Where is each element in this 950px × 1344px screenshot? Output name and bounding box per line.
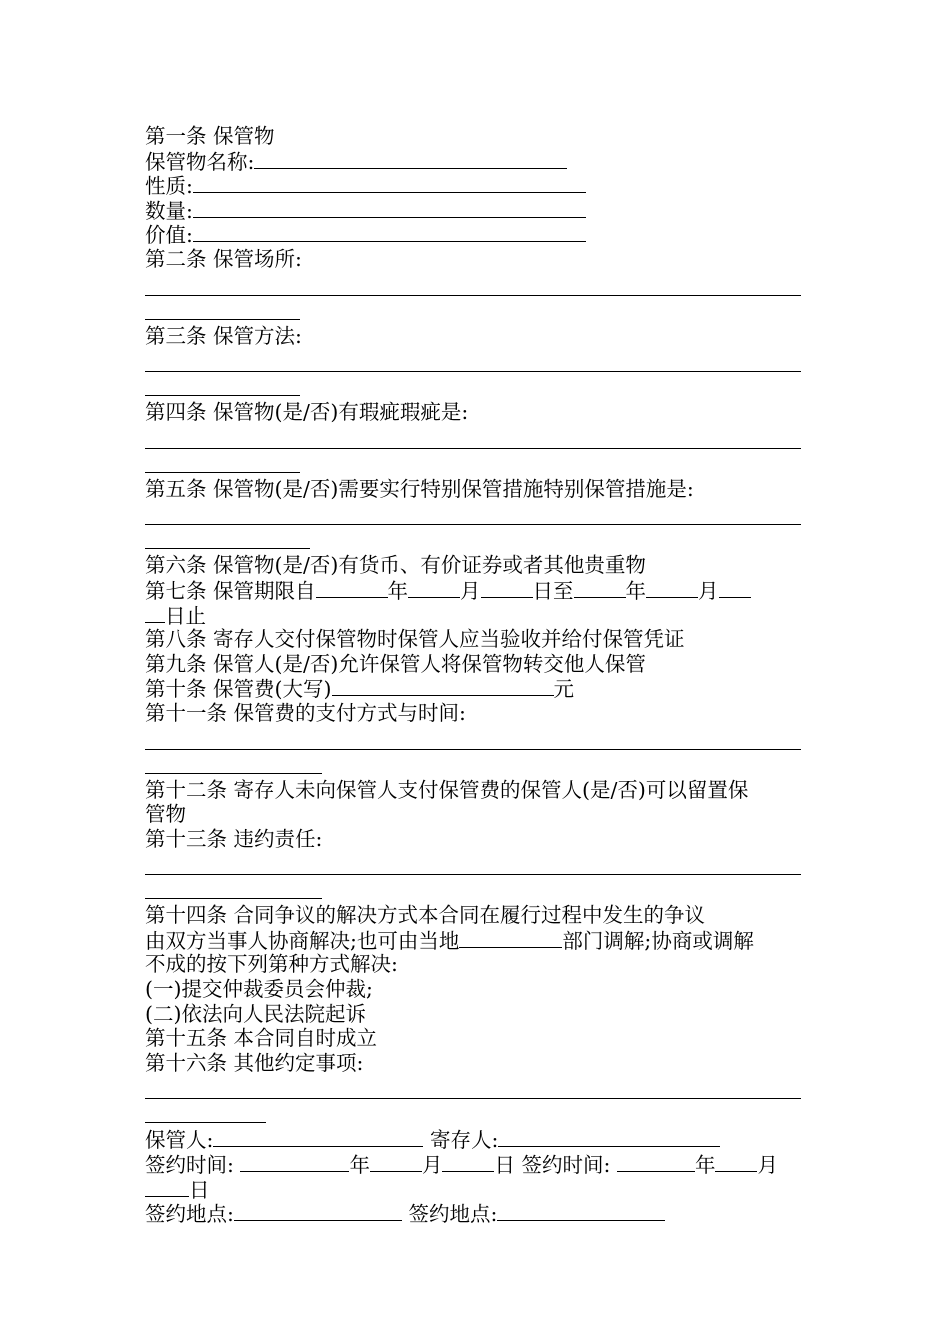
article-5: 第五条 保管物(是/否)需要实行特别保管措施特别保管措施是: [145, 476, 694, 501]
keeper-month-blank[interactable] [370, 1152, 422, 1172]
keeper-label: 保管人: [145, 1128, 214, 1153]
article-3: 第三条 保管方法: [145, 323, 302, 348]
item-quantity-label: 数量: [145, 198, 193, 223]
term-end-day-blank-cont[interactable] [145, 603, 165, 623]
item-name-label: 保管物名称: [145, 149, 255, 174]
depositor-day-label: 日 [189, 1177, 210, 1202]
keeper-day-label: 日 [494, 1153, 515, 1178]
depositor-year-label: 年 [694, 1153, 716, 1178]
signature-time-row-2 [145, 1177, 810, 1202]
depositor-place-label: 签约地点: [408, 1202, 498, 1227]
article-3-blank-tail[interactable] [145, 372, 300, 396]
term-month-label: 月 [460, 578, 481, 603]
article-6: 第六条 保管物(是/否)有货币、有价证券或者其他贵重物 [145, 553, 646, 578]
article-16: 第十六条 其他约定事项: [145, 1050, 364, 1075]
article-13-blank[interactable] [145, 851, 801, 875]
keeper-place-blank[interactable] [234, 1201, 402, 1221]
article-12-line1: 第十二条 寄存人未向保管人支付保管费的保管人(是/否)可以留置保 [145, 777, 749, 802]
article-11: 第十一条 保管费的支付方式与时间: [145, 700, 466, 725]
keeper-year-blank[interactable] [240, 1152, 349, 1172]
signature-parties-row [145, 1127, 810, 1152]
term-month2-label: 月 [698, 578, 719, 603]
keeper-place-label: 签约地点: [145, 1202, 234, 1227]
contract-document [145, 124, 810, 1226]
item-value-blank[interactable] [193, 222, 586, 242]
term-year-label: 年 [387, 578, 409, 603]
article-3-blank[interactable] [145, 348, 801, 372]
item-name-row [145, 149, 810, 174]
item-value-row [145, 222, 810, 247]
article-16-blank[interactable] [145, 1075, 801, 1099]
article-10 [145, 676, 810, 701]
keeper-month-label: 月 [421, 1153, 443, 1178]
article-2-blank[interactable] [145, 272, 801, 296]
item-quantity-row [145, 198, 810, 223]
article-14-option-1: (一)提交仲裁委员会仲裁; [145, 977, 373, 1002]
article-13-blank-tail[interactable] [145, 875, 322, 899]
article-14-line3: 不成的按下列第种方式解决: [145, 952, 398, 977]
article-9: 第九条 保管人(是/否)允许保管人将保管物转交他人保管 [145, 651, 646, 676]
term-end-label: 日止 [165, 603, 206, 628]
signature-place-row [145, 1201, 810, 1226]
item-quantity-blank[interactable] [193, 198, 586, 218]
depositor-month-blank[interactable] [715, 1152, 757, 1172]
term-day-to-label: 日至 [532, 578, 574, 603]
article-14-line2 [145, 928, 810, 953]
article-12-line2: 管物 [145, 802, 186, 827]
item-nature-blank[interactable] [193, 173, 586, 193]
article-7-prefix: 第七条 保管期限自 [145, 578, 316, 603]
article-15: 第十五条 本合同自时成立 [145, 1026, 378, 1051]
term-end-year-blank[interactable] [574, 578, 626, 598]
depositor-blank[interactable] [498, 1127, 720, 1147]
term-end-day-blank[interactable] [719, 578, 751, 598]
article-8: 第八条 寄存人交付保管物时保管人应当验收并给付保管凭证 [145, 627, 685, 652]
article-7-end-row [145, 603, 810, 628]
fee-amount-blank[interactable] [332, 676, 554, 696]
mediation-department-blank[interactable] [459, 928, 562, 948]
keeper-day-blank[interactable] [442, 1152, 494, 1172]
depositor-day-blank[interactable] [145, 1177, 189, 1197]
article-4-blank[interactable] [145, 425, 801, 449]
keeper-year-label: 年 [349, 1153, 370, 1178]
article-16-blank-tail[interactable] [145, 1099, 266, 1123]
article-14-option-2: (二)依法向人民法院起诉 [145, 1001, 366, 1026]
fee-unit: 元 [553, 677, 575, 702]
article-1-heading: 第一条 保管物 [145, 124, 275, 148]
article-11-blank-tail[interactable] [145, 750, 322, 774]
term-start-day-blank[interactable] [481, 578, 533, 598]
term-year2-label: 年 [625, 578, 647, 603]
article-7 [145, 578, 810, 603]
term-start-year-blank[interactable] [316, 578, 388, 598]
term-start-month-blank[interactable] [408, 578, 460, 598]
term-end-month-blank[interactable] [646, 578, 698, 598]
signature-time-row [145, 1152, 810, 1177]
article-5-blank[interactable] [145, 501, 801, 525]
item-nature-row [145, 173, 810, 198]
article-11-blank[interactable] [145, 726, 801, 750]
article-4: 第四条 保管物(是/否)有瑕疵瑕疵是: [145, 400, 469, 425]
depositor-time-label: 签约时间: [521, 1153, 611, 1178]
article-14-line2-b: 部门调解;协商或调解 [562, 928, 754, 953]
article-14-line2-a: 由双方当事人协商解决;也可由当地 [145, 928, 460, 953]
fee-label: 第十条 保管费(大写) [145, 677, 332, 702]
depositor-year-blank[interactable] [617, 1152, 695, 1172]
depositor-place-blank[interactable] [497, 1201, 665, 1221]
article-14-line1: 第十四条 合同争议的解决方式本合同在履行过程中发生的争议 [145, 903, 706, 928]
item-nature-label: 性质: [145, 174, 193, 199]
article-4-blank-tail[interactable] [145, 449, 300, 473]
article-2-blank-tail[interactable] [145, 296, 300, 320]
depositor-label: 寄存人: [429, 1128, 499, 1153]
article-2: 第二条 保管场所: [145, 246, 302, 271]
article-13: 第十三条 违约责任: [145, 826, 323, 851]
article-5-blank-tail[interactable] [145, 525, 310, 549]
item-value-label: 价值: [145, 223, 193, 248]
keeper-time-label: 签约时间: [145, 1153, 234, 1178]
depositor-month-label: 月 [757, 1153, 778, 1178]
item-name-blank[interactable] [254, 149, 567, 169]
keeper-blank[interactable] [213, 1127, 423, 1147]
